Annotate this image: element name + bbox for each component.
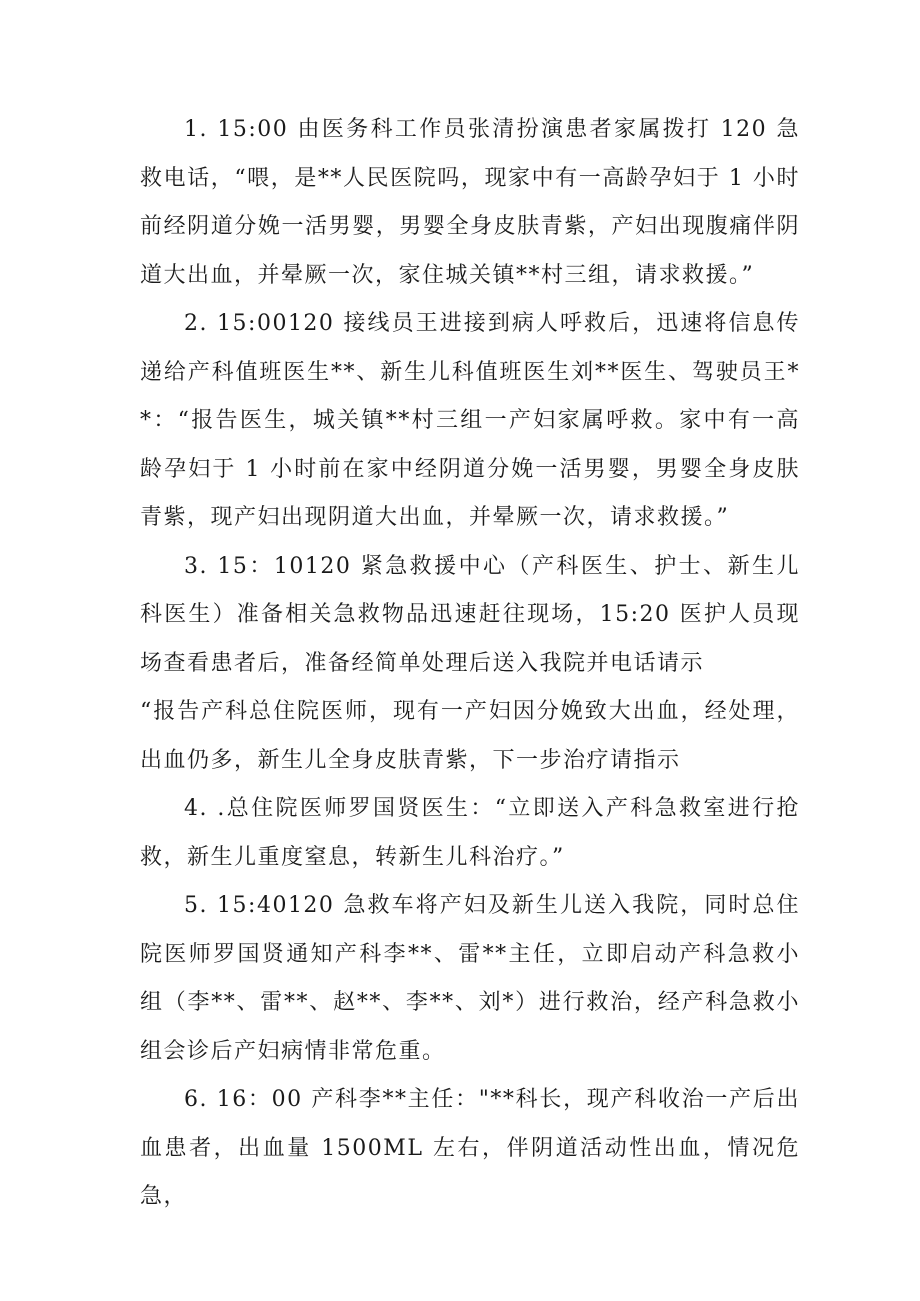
paragraph-6: 5. 15:40120 急救车将产妇及新生儿送入我院，同时总住院医师罗国贤通知产科李**、雷**主任，立即启动产科急救小组（李**、雷**、赵**、李**、刘*）进行救治，经产科急救小组会诊后产妇病情非常危重。 [140, 893, 800, 1064]
paragraph-2: 2. 15:00120 接线员王进接到病人呼救后，迅速将信息传递给产科值班医生**、新生儿科值班医生刘**医生、驾驶员王**：“报告医生，城关镇**村三组一产妇家属呼救。家中有一高龄孕妇于 1 小时前在家中经阴道分娩一活男婴，男婴全身皮肤青紫，现产妇出现阴道大出血，并晕厥一次，请求救援。” [140, 311, 800, 530]
paragraph-7: 6. 16：00 产科李**主任："**科长，现产科收治一产后出血患者，出血量 1500ML 左右，伴阴道活动性出血，情况危急， [140, 1087, 800, 1209]
paragraph-5: 4. .总住院医师罗国贤医生：“立即送入产科急救室进行抢救，新生儿重度窒息，转新生儿科治疗。” [140, 796, 800, 870]
paragraph-3: 3. 15：10120 紧急救援中心（产科医生、护士、新生儿科医生）准备相关急救物品迅速赶往现场，15:20 医护人员现场查看患者后，准备经简单处理后送入我院并电话请示 [140, 553, 800, 676]
paragraph-1: 1. 15:00 由医务科工作员张清扮演患者家属拨打 120 急救电话，“喂，是**人民医院吗，现家中有一高龄孕妇于 1 小时前经阴道分娩一活男婴，男婴全身皮肤青紫，产妇出现腹痛伴阴道大出血，并晕厥一次，家住城关镇**村三组，请求救援。” [140, 117, 800, 288]
document-body [140, 106, 800, 1222]
paragraph-4: “报告产科总住院医师，现有一产妇因分娩致大出血，经处理，出血仍多，新生儿全身皮肤青紫，下一步治疗请指示 [140, 699, 800, 773]
